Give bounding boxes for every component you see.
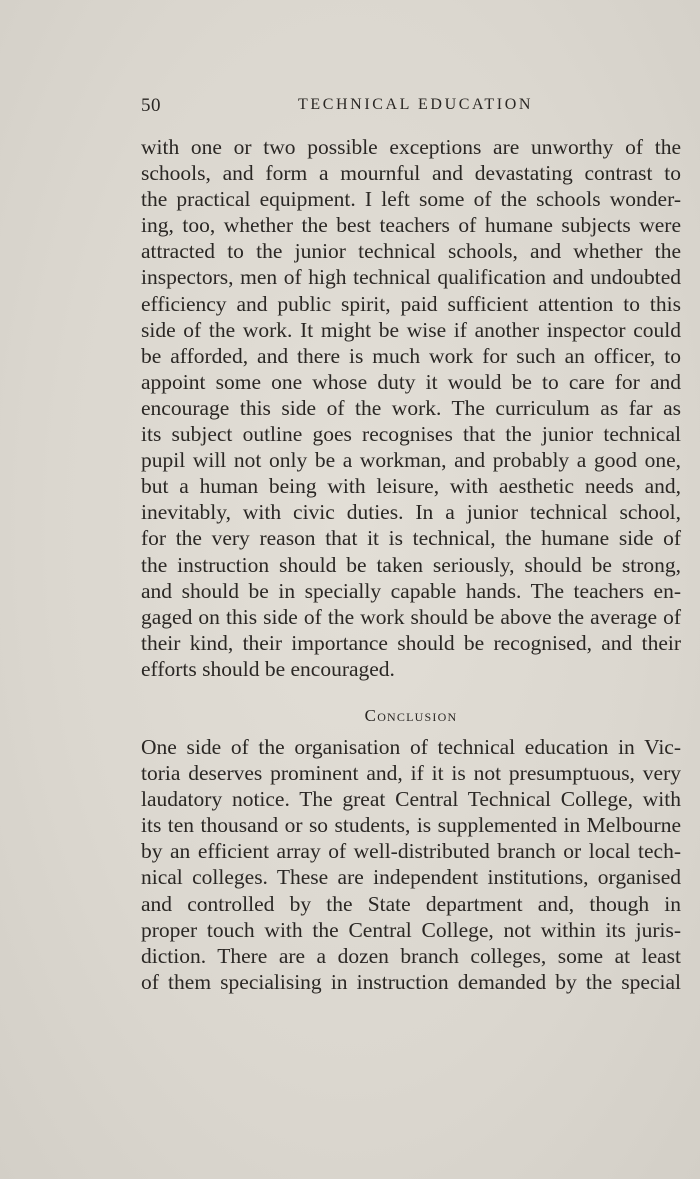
page-number: 50: [141, 95, 161, 116]
text-line: toria deserves prominent and, if it is not presumptuous, very: [141, 761, 681, 786]
running-head: [141, 95, 681, 119]
text-line: by an efficient array of well-distributed branch or local tech-: [141, 839, 681, 864]
text-line: gaged on this side of the work should be above the average of: [141, 604, 681, 629]
text-line: diction. There are a dozen branch colleges, some at least: [141, 943, 681, 968]
text-line: inspectors, men of high technical qualification and undoubted: [141, 265, 681, 290]
text-line: their kind, their importance should be recognised, and their: [141, 630, 681, 655]
text-line: its subject outline goes recognises that the junior technical: [141, 422, 681, 447]
section-heading: Conclusion: [364, 706, 458, 725]
text-line: of them specialising in instruction demanded by the special: [141, 969, 681, 994]
text-line: inevitably, with civic duties. In a junior technical school,: [141, 500, 681, 525]
text-line: laudatory notice. The great Central Technical College, with: [141, 787, 681, 812]
text-line: for the very reason that it is technical, the humane side of: [141, 526, 681, 551]
text-line: its ten thousand or so students, is supplemented in Melbourne: [141, 813, 681, 838]
text-line: the practical equipment. I left some of the schools wonder-: [141, 187, 681, 212]
text-line: the instruction should be taken seriously, should be strong,: [141, 552, 681, 577]
text-line: but a human being with leisure, with aesthetic needs and,: [141, 474, 681, 499]
text-line: with one or two possible exceptions are unworthy of the: [141, 135, 681, 159]
text-line: side of the work. It might be wise if another inspector could: [141, 317, 681, 342]
text-line: appoint some one whose duty it would be to care for and: [141, 369, 681, 394]
running-title: TECHNICAL EDUCATION: [298, 96, 534, 113]
text-line: One side of the organisation of technical education in Vic-: [141, 735, 681, 759]
text-line: proper touch with the Central College, not within its juris-: [141, 917, 681, 942]
text-line: pupil will not only be a workman, and probably a good one,: [141, 448, 681, 473]
text-line: efforts should be encouraged.: [141, 656, 395, 681]
text-line: be afforded, and there is much work for such an officer, to: [141, 343, 681, 368]
paragraph-2: [141, 734, 681, 995]
text-line: efficiency and public spirit, paid sufficient attention to this: [141, 291, 681, 316]
text-line: encourage this side of the work. The curriculum as far as: [141, 395, 681, 420]
text-line: schools, and form a mournful and devastating contrast to: [141, 161, 681, 186]
text-line: attracted to the junior technical schools, and whether the: [141, 239, 681, 264]
text-line: and should be in specially capable hands. The teachers en-: [141, 578, 681, 603]
paragraph-1: [141, 134, 681, 682]
text-line: nical colleges. These are independent institutions, organised: [141, 865, 681, 890]
text-line: ing, too, whether the best teachers of humane subjects were: [141, 213, 681, 238]
text-line: and controlled by the State department and, though in: [141, 891, 681, 916]
